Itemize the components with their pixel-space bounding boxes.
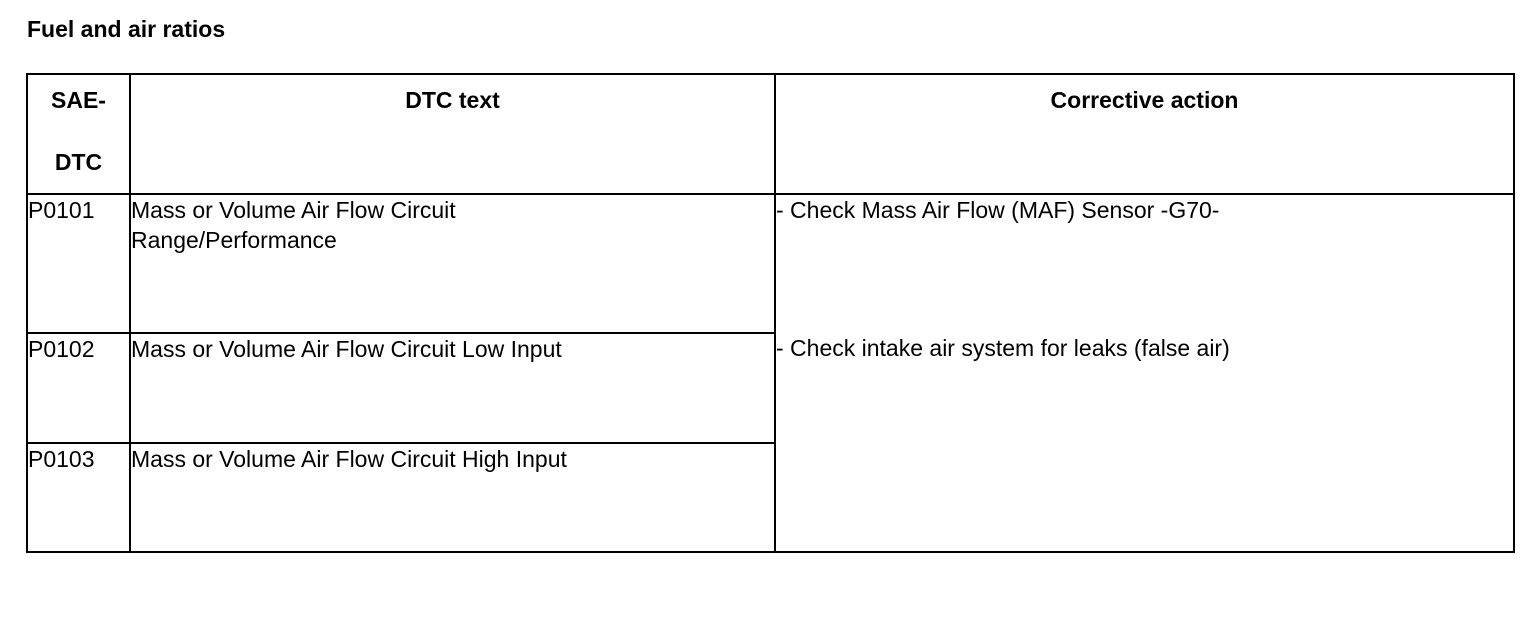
corrective-action-line: - Check Mass Air Flow (MAF) Sensor -G70- xyxy=(776,197,1220,223)
dtc-table xyxy=(26,73,1515,553)
corrective-action-line: - Check intake air system for leaks (false air) xyxy=(776,335,1230,361)
dtc-code-cell: P0101 xyxy=(27,194,130,333)
header-sae-dtc-label: SAE-DTC xyxy=(51,87,106,175)
dtc-code-cell: P0103 xyxy=(27,443,130,552)
dtc-text-cell: Mass or Volume Air Flow Circuit Low Input xyxy=(130,333,775,443)
table-row xyxy=(27,194,1514,333)
table-header-row xyxy=(27,74,1514,194)
page-title: Fuel and air ratios xyxy=(27,16,226,42)
dtc-text-cell: Mass or Volume Air Flow Circuit Range/Performance xyxy=(130,194,775,333)
dtc-code-cell: P0102 xyxy=(27,333,130,443)
header-sae-dtc xyxy=(27,74,130,194)
header-dtc-text: DTC text xyxy=(130,74,775,194)
corrective-action-cell xyxy=(775,194,1514,552)
header-corrective-action: Corrective action xyxy=(775,74,1514,194)
dtc-text-cell: Mass or Volume Air Flow Circuit High Input xyxy=(130,443,775,552)
